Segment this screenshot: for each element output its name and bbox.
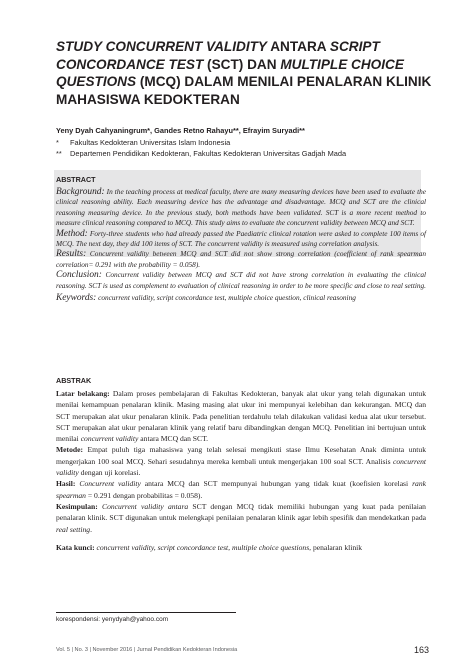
abstrak-hasil xyxy=(56,478,426,501)
metode-label: Metode: xyxy=(56,445,83,455)
latar-italic: concurrent validity xyxy=(80,434,139,444)
hasil-italic-1: Concurrent validity xyxy=(75,479,141,489)
affiliation-1-mark: * xyxy=(56,138,59,147)
conclusion-text: Concurrent validity between MCQ and SCT did not have strong correlation in evaluating the clinical reasoning. SCT is used as complement to evaluation of clinical reasoning in order to be more specific and close to real setting. xyxy=(56,270,427,290)
affiliation-1 xyxy=(56,138,230,147)
keywords xyxy=(56,293,356,303)
journal-footer: Vol. 5 | No. 3 | November 2016 | Jurnal Pendidikan Kedokteran Indonesia xyxy=(56,647,238,653)
kata-kunci-text: penalaran klinik xyxy=(311,542,363,552)
results-label: Results: xyxy=(56,249,87,260)
abstract-conclusion xyxy=(56,270,426,291)
conclusion-label: Conclusion: xyxy=(56,270,102,281)
affiliation-2-text: Departemen Pendidikan Kedokteran, Fakultas Kedokteran Universitas Gadjah Mada xyxy=(70,149,347,158)
footnote-rule xyxy=(56,612,236,613)
background-text: In the teaching process at medical faculty, there are many measuring devices have been used to evaluate the clinical reasoning ability. Each measuring device has the advantage and disadvantage. MCQ and SCT are the clinical reasoning measuring device. In the previous study, both methods have been validated. SCT is a more recent method to measure clinical reasoning compared to MCQ. This study aims to evaluate the concurrent validity between MCQ and SCT. xyxy=(56,187,426,228)
latar-text-1: Dalam proses pembelajaran di Fakultas Kedokteran, banyak alat ukur yang telah digunakan untuk menilai kemampuan penalaran klinik. Masing masing alat ukur ini mempunyai kelebihan dan kekurangan. MCQ dan SCT merupakan alat ukur penalaran klinik. Pada penelitian terdahulu telah dilakukan validasi kedua alat ukur tersebut. SCT merupakan alat ukur penalaran klinik yang relatif baru dibandingkan dengan MCQ. Penelitian ini bertujuan untuk menilai xyxy=(56,389,426,444)
keywords-text: concurrent validity, script concordance test, multiple choice question, clinical reasoning xyxy=(96,293,356,302)
title-part-5: MULTIPLE CHOICE QUESTIONS xyxy=(56,56,404,89)
abstrak-heading: ABSTRAK xyxy=(56,376,92,385)
metode-text-1: Empat puluh tiga mahasiswa yang telah selesai mengikuti stase Ilmu Kesehatan Anak diminta untuk mengerjakan 100 soal MCQ. Sehari sesudahnya mereka kembali untuk mengerjakan 100 soal SCT. Analisis xyxy=(56,445,426,466)
title-part-3: SCRIPT CONCORDANCE TEST xyxy=(56,39,380,72)
results-text: Concurrent validity between MCQ and SCT did not show strong correlation (coefficient of rank spearman correlation= 0.291 with the probability = 0.058). xyxy=(56,249,426,269)
kesimpulan-italic: Concurrent validity antara xyxy=(97,501,189,511)
article-title xyxy=(56,38,436,108)
method-text: Forty-three students who had already passed the Paediatric clinical rotation were asked to complete 100 items of MCQ. The next day, they did 100 items of SCT. The concurrent validity is measured using correlation analysis. xyxy=(56,228,426,249)
kata-kunci-label: Kata kunci: xyxy=(56,542,95,552)
metode-italic: concurrent validity xyxy=(56,456,426,478)
title-part-6: (MCQ) DALAM MENILAI PENALARAN KLINIK MAHASISWA KEDOKTERAN xyxy=(56,74,432,107)
hasil-italic-2: rank spearman xyxy=(56,479,426,500)
keywords-label: Keywords: xyxy=(56,293,97,303)
page-number: 163 xyxy=(413,645,429,655)
kesimpulan-label: Kesimpulan: xyxy=(56,501,98,511)
title-part-1: STUDY CONCURRENT VALIDITY xyxy=(56,39,267,54)
title-part-4: (SCT) DAN xyxy=(203,56,281,72)
hasil-text-1: antara MCQ dan SCT mempunyai hubungan yang tidak kuat (koefisien korelasi xyxy=(140,479,413,489)
background-label: Background: xyxy=(56,187,105,197)
hasil-label: Hasil: xyxy=(56,479,76,489)
hasil-text-2: = 0.291 dengan probabilitas = 0.058). xyxy=(85,490,203,500)
kata-kunci-italic: concurrent validity, script concordance test, multiple choice questions, xyxy=(94,542,312,552)
kesimpulan-italic-2: real setting xyxy=(56,524,91,534)
author-list: Yeny Dyah Cahyaningrum*, Gandes Retno Rahayu**, Efrayim Suryadi** xyxy=(56,126,305,135)
abstrak-metode xyxy=(56,444,426,478)
abstrak-kata-kunci xyxy=(56,542,426,553)
correspondence-note: korespondensi: yenydyah@yahoo.com xyxy=(56,616,169,623)
kesimpulan-text-1: SCT dengan MCQ tidak memiliki hubungan yang kuat pada penilaian penalaran klinik. SCT digunakan untuk melengkapi penilaian penalaran klinik agar lebih spesifik dan mendekatkan pada xyxy=(56,501,426,523)
latar-text-2: antara MCQ dan SCT. xyxy=(138,434,209,444)
abstrak-latar xyxy=(56,388,426,444)
affiliation-2-mark: ** xyxy=(56,149,62,158)
abstrak-kesimpulan xyxy=(56,501,426,535)
method-label: Method: xyxy=(56,228,88,239)
abstract-background xyxy=(56,187,426,229)
abstract-results xyxy=(56,249,426,270)
title-part-2: ANTARA xyxy=(266,39,330,54)
kesimpulan-text-2: . xyxy=(90,524,93,534)
latar-label: Latar belakang: xyxy=(56,389,110,398)
abstrak-body xyxy=(56,388,426,553)
affiliation-2 xyxy=(56,149,346,158)
abstract-heading: ABSTRACT xyxy=(56,175,96,184)
metode-text-2: dengan uji korelasi. xyxy=(78,468,141,478)
abstract-body xyxy=(56,187,426,291)
abstract-method xyxy=(56,229,426,250)
affiliation-1-text: Fakultas Kedokteran Universitas Islam Indonesia xyxy=(70,138,231,147)
